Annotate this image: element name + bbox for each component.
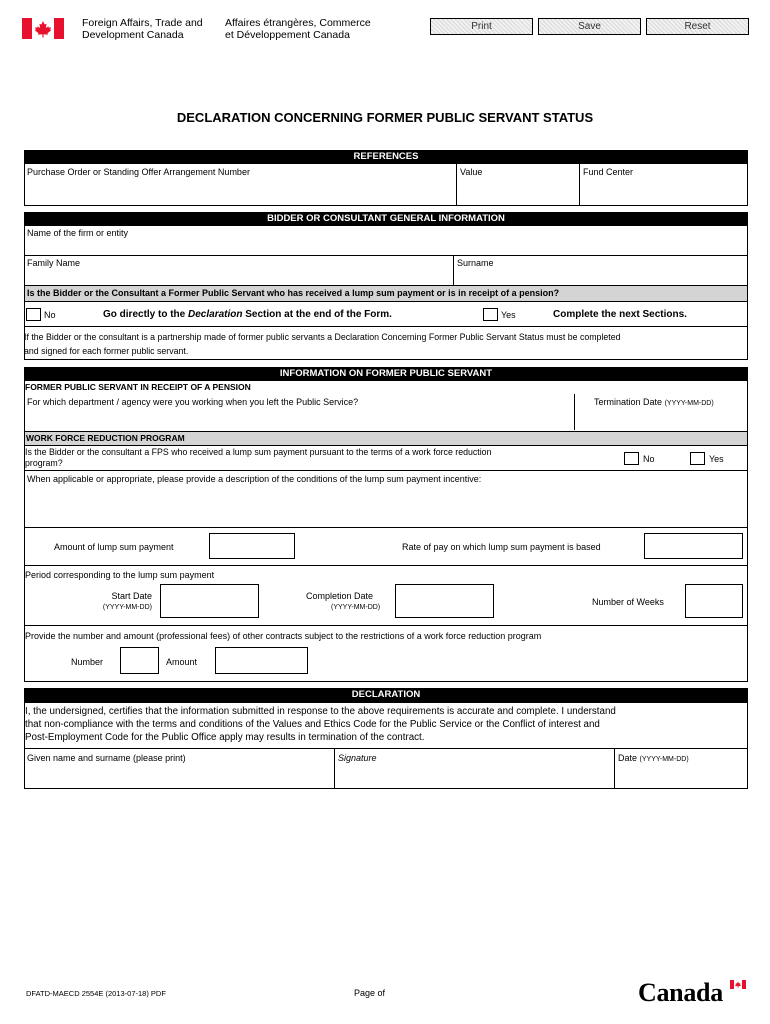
no-instruction-pre: Go directly to the bbox=[103, 309, 189, 320]
info-heading: INFORMATION ON FORMER PUBLIC SERVANT bbox=[24, 367, 748, 380]
termination-date-input[interactable] bbox=[576, 409, 747, 429]
fund-center-input[interactable] bbox=[580, 180, 747, 205]
completion-date-input[interactable] bbox=[395, 584, 494, 618]
wfr-heading: WORK FORCE REDUCTION PROGRAM bbox=[25, 432, 747, 445]
no-instruction-em: Declaration bbox=[188, 309, 243, 320]
partnership-note-line2: and signed for each former public servant. bbox=[24, 346, 189, 356]
yes-instruction: Complete the next Sections. bbox=[553, 309, 687, 320]
conditions-label: When applicable or appropriate, please provide a description of the conditions of the lump sum payment incentive: bbox=[27, 474, 482, 484]
given-name-label: Given name and surname (please print) bbox=[27, 753, 186, 763]
termination-date-format: (YYYY-MM-DD) bbox=[664, 400, 714, 407]
surname-label: Surname bbox=[457, 258, 494, 268]
fps-yes-checkbox[interactable] bbox=[483, 308, 498, 321]
lump-sum-amount-label: Amount of lump sum payment bbox=[54, 542, 174, 552]
firm-name-input[interactable] bbox=[25, 239, 747, 254]
wordmark-flag-icon bbox=[730, 980, 746, 989]
number-of-weeks-input[interactable] bbox=[685, 584, 743, 618]
surname-input[interactable] bbox=[454, 269, 747, 284]
rate-of-pay-input[interactable] bbox=[644, 533, 743, 559]
declaration-date-format: (YYYY-MM-DD) bbox=[639, 756, 689, 763]
save-button[interactable]: Save bbox=[538, 18, 641, 35]
number-of-weeks-label: Number of Weeks bbox=[592, 597, 664, 607]
print-button[interactable]: Print bbox=[430, 18, 533, 35]
pension-heading: FORMER PUBLIC SERVANT IN RECEIPT OF A PENSION bbox=[25, 382, 251, 392]
wfr-no-checkbox[interactable] bbox=[624, 452, 639, 465]
po-number-input[interactable] bbox=[25, 180, 455, 205]
dept-fr-line2: et Développement Canada bbox=[225, 29, 350, 41]
canada-wordmark-text: Canada bbox=[638, 978, 723, 1007]
completion-date-label: Completion Date bbox=[306, 591, 374, 601]
dept-en-line1: Foreign Affairs, Trade and bbox=[82, 17, 203, 29]
completion-date-format: (YYYY-MM-DD) bbox=[331, 604, 381, 611]
department-label: For which department / agency were you working when you left the Public Service? bbox=[27, 397, 359, 407]
po-number-label: Purchase Order or Standing Offer Arrangement Number bbox=[27, 167, 250, 177]
wfr-yes-label: Yes bbox=[709, 454, 724, 464]
dept-fr-line1: Affaires étrangères, Commerce bbox=[225, 17, 371, 29]
bidder-heading: BIDDER OR CONSULTANT GENERAL INFORMATION bbox=[24, 212, 748, 225]
declaration-date-input[interactable] bbox=[615, 764, 747, 788]
declaration-text-line3: Post-Employment Code for the Public Office apply may results in termination of the contract. bbox=[25, 732, 425, 743]
form-id: DFATD-MAECD 2554E (2013-07-18) PDF bbox=[26, 989, 166, 998]
declaration-date-text: Date bbox=[618, 753, 638, 763]
period-label: Period corresponding to the lump sum payment bbox=[25, 570, 215, 580]
signature-label: Signature bbox=[338, 753, 377, 763]
fund-center-label: Fund Center bbox=[583, 167, 634, 177]
declaration-heading: DECLARATION bbox=[24, 688, 748, 702]
department-name-english bbox=[82, 17, 203, 41]
fps-no-label: No bbox=[44, 310, 56, 320]
contracts-label: Provide the number and amount (professional fees) of other contracts subject to the restrictions of a work force reduction program bbox=[25, 631, 542, 641]
contracts-number-input[interactable] bbox=[120, 647, 159, 674]
no-instruction-post: Section at the end of the Form. bbox=[242, 309, 392, 320]
termination-date-text: Termination Date bbox=[594, 397, 663, 407]
references-heading: REFERENCES bbox=[24, 150, 748, 163]
wfr-yes-checkbox[interactable] bbox=[690, 452, 705, 465]
reset-button[interactable]: Reset bbox=[646, 18, 749, 35]
declaration-text-line1: I, the undersigned, certifies that the information submitted in response to the above requirements is accurate and complete. I understand bbox=[25, 706, 616, 717]
start-date-input[interactable] bbox=[160, 584, 259, 618]
canada-flag-icon bbox=[22, 18, 64, 39]
pension-question: Is the Bidder or the Consultant a Former Public Servant who has received a lump sum payment or is in receipt of a pension? bbox=[25, 286, 747, 301]
no-instruction bbox=[103, 309, 392, 320]
canada-wordmark bbox=[638, 978, 750, 1008]
start-date-format: (YYYY-MM-DD) bbox=[102, 604, 152, 611]
signature-field[interactable] bbox=[335, 764, 613, 788]
termination-date-label bbox=[594, 397, 714, 407]
fps-no-checkbox[interactable] bbox=[26, 308, 41, 321]
rate-of-pay-label: Rate of pay on which lump sum payment is based bbox=[402, 542, 601, 552]
wfr-question-line2: program? bbox=[25, 458, 63, 468]
contracts-amount-input[interactable] bbox=[215, 647, 308, 674]
declaration-date-label bbox=[618, 753, 689, 763]
lump-sum-amount-input[interactable] bbox=[209, 533, 295, 559]
dept-en-line2: Development Canada bbox=[82, 29, 184, 41]
value-input[interactable] bbox=[457, 180, 578, 205]
value-label: Value bbox=[460, 167, 483, 177]
fps-yes-label: Yes bbox=[501, 310, 516, 320]
wfr-question-line1: Is the Bidder or the consultant a FPS who received a lump sum payment pursuant to the terms of a work force reduction bbox=[25, 447, 492, 457]
department-input[interactable] bbox=[25, 409, 573, 429]
contracts-amount-label: Amount bbox=[166, 657, 198, 667]
page-number: Page of bbox=[354, 988, 386, 998]
firm-name-label: Name of the firm or entity bbox=[27, 228, 129, 238]
wfr-no-label: No bbox=[643, 454, 655, 464]
family-name-input[interactable] bbox=[25, 269, 452, 284]
partnership-note-line1: If the Bidder or the consultant is a partnership made of former public servants a Declaration Concerning Former Public Servant Status must be completed bbox=[24, 332, 621, 342]
contracts-number-label: Number bbox=[71, 657, 104, 667]
given-name-input[interactable] bbox=[25, 764, 333, 788]
start-date-label: Start Date bbox=[111, 591, 152, 601]
conditions-textarea[interactable] bbox=[25, 486, 747, 526]
declaration-text-line2: that non-compliance with the terms and conditions of the Values and Ethics Code for the Public Service or the Conflict of interest and bbox=[25, 719, 600, 730]
family-name-label: Family Name bbox=[27, 258, 81, 268]
department-name-french bbox=[225, 17, 371, 41]
form-title: DECLARATION CONCERNING FORMER PUBLIC SERVANT STATUS bbox=[176, 110, 594, 125]
